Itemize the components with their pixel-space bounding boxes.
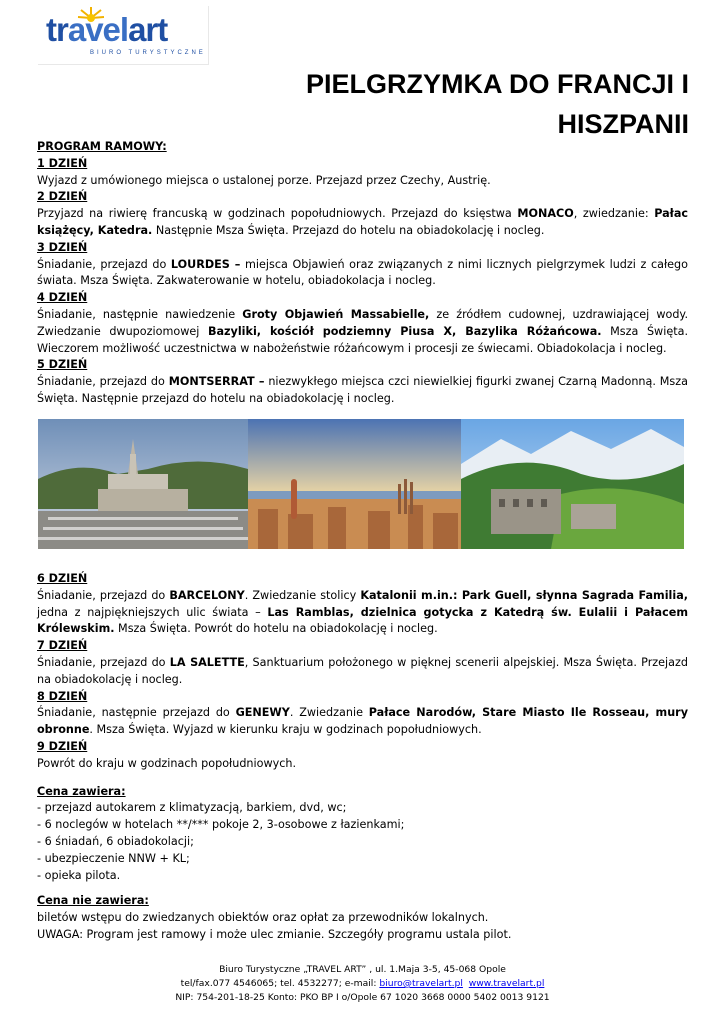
- day-6-text: Śniadanie, przejazd do BARCELONY. Zwiedzanie stolicy Katalonii m.in.: Park Guell, słynna Sagrada Familia, jedna z najpiękniejszych ulic świata – Las Ramblas, dzielnica gotycka z Katedrą św. Eulalii i Pałacem Królewskim. Msza Święta. Powrót do hotelu na obiadokolację i nocleg.: [37, 588, 689, 636]
- day-7-label: 7 DZIEŃ: [37, 639, 88, 653]
- footer-contact: tel/fax.077 4546065; tel. 4532277; e-mail: biuro@travelart.pl www.travelart.pl: [180, 978, 545, 989]
- day-8-text: Śniadanie, następnie przejazd do GENEWY. Zwiedzanie Pałace Narodów, Stare Miasto Ile Rosseau, mury obronne. Msza Święta. Wyjazd w kierunku kraju w godzinach popołudniowych.: [37, 706, 688, 737]
- day-4-text: Śniadanie, następnie nawiedzenie Groty Objawień Massabielle, ze źródłem cudownej, uzdrawiającej wody. Zwiedzanie dwupoziomowej Bazyliki, kościół podziemny Piusa X, Bazylika Różańcowa. Msza Święta. Wieczorem możliwość uczestnictwa w nabożeństwie różańcowym i procesji ze świecami. Obiadokolacja i nocleg.: [37, 307, 688, 355]
- day-2-text: Przyjazd na riwierę francuską w godzinach popołudniowych. Przejazd do księstwa MONACO, zwiedzanie: Pałac książęcy, Katedra. Następnie Msza Święta. Przejazd do hotelu na obiadokolację i nocleg.: [37, 207, 688, 237]
- montserrat-photo: [461, 419, 684, 549]
- day-1-text: Wyjazd z umówionego miejsca o ustalonej porze. Przejazd przez Czechy, Austrię.: [37, 173, 491, 187]
- barcelona-photo: [248, 419, 461, 549]
- day-2-label: 2 DZIEŃ: [37, 190, 88, 204]
- footer-bank: NIP: 754-201-18-25 Konto: PKO BP I o/Opole 67 1020 3668 0000 5402 0013 9121: [175, 992, 550, 1003]
- footer-address: Biuro Turystyczne „TRAVEL ART” , ul. 1.Maja 3-5, 45-068 Opole: [219, 964, 506, 975]
- logo-subtitle: BIURO TURYSTYCZNE: [90, 50, 206, 56]
- day-3-label: 3 DZIEŃ: [37, 240, 88, 254]
- day-6-label: 6 DZIEŃ: [37, 572, 88, 585]
- day-3-text: Śniadanie, przejazd do LOURDES – miejsca Objawień oraz związanych z nimi licznych pielgrzymek ludzi z całego świata. Msza Święta. Zakwaterowanie w hotelu, obiadokolacja i nocleg.: [37, 257, 688, 288]
- footer: [0, 963, 725, 1005]
- includes-item: - opieka pilota.: [37, 868, 121, 882]
- day-9-label: 9 DZIEŃ: [37, 739, 88, 753]
- logo-wordmark: travelart: [46, 11, 168, 48]
- includes-item: - 6 śniadań, 6 obiadokolacji;: [37, 834, 194, 848]
- program-heading: PROGRAM RAMOWY:: [37, 140, 167, 153]
- website-link[interactable]: www.travelart.pl: [468, 978, 545, 989]
- includes-item: - przejazd autokarem z klimatyzacją, barkiem, dvd, wc;: [37, 801, 347, 815]
- includes-item: - ubezpieczenie NNW + KL;: [37, 851, 190, 865]
- includes-item: - 6 noclegów w hotelach **/*** pokoje 2, 3-osobowe z łazienkami;: [37, 818, 405, 832]
- page-title: PIELGRZYMKA DO FRANCJI I HISZPANII: [305, 69, 689, 139]
- day-4-label: 4 DZIEŃ: [37, 291, 88, 305]
- day-5-text: Śniadanie, przejazd do MONTSERRAT – niezwykłego miejsca czci niewielkiej figurki zwanej Czarną Madonną. Msza Święta. Następnie przejazd do hotelu na obiadokolację i nocleg.: [37, 375, 688, 405]
- note-text: UWAGA: Program jest ramowy i może ulec zmianie. Szczegóły programu ustala pilot.: [37, 927, 512, 941]
- photo-strip: [38, 419, 684, 549]
- email-link[interactable]: biuro@travelart.pl: [379, 978, 463, 989]
- day-7-text: Śniadanie, przejazd do LA SALETTE, Sanktuarium położonego w pięknej scenerii alpejskiej. Msza Święta. Przejazd na obiadokolację i nocleg.: [37, 655, 688, 686]
- program-bottom: [37, 571, 688, 944]
- excludes-text: biletów wstępu do zwiedzanych obiektów oraz opłat za przewodników lokalnych.: [37, 911, 489, 925]
- day-9-text: Powrót do kraju w godzinach popołudniowych.: [37, 756, 297, 770]
- day-1-label: 1 DZIEŃ: [37, 156, 88, 170]
- day-8-label: 8 DZIEŃ: [37, 689, 88, 703]
- day-5-label: 5 DZIEŃ: [37, 358, 88, 372]
- program-top: [37, 139, 688, 408]
- excludes-heading: Cena nie zawiera:: [37, 894, 149, 908]
- includes-heading: Cena zawiera:: [37, 784, 126, 798]
- lourdes-photo: [38, 419, 248, 549]
- travelart-logo: [38, 6, 209, 65]
